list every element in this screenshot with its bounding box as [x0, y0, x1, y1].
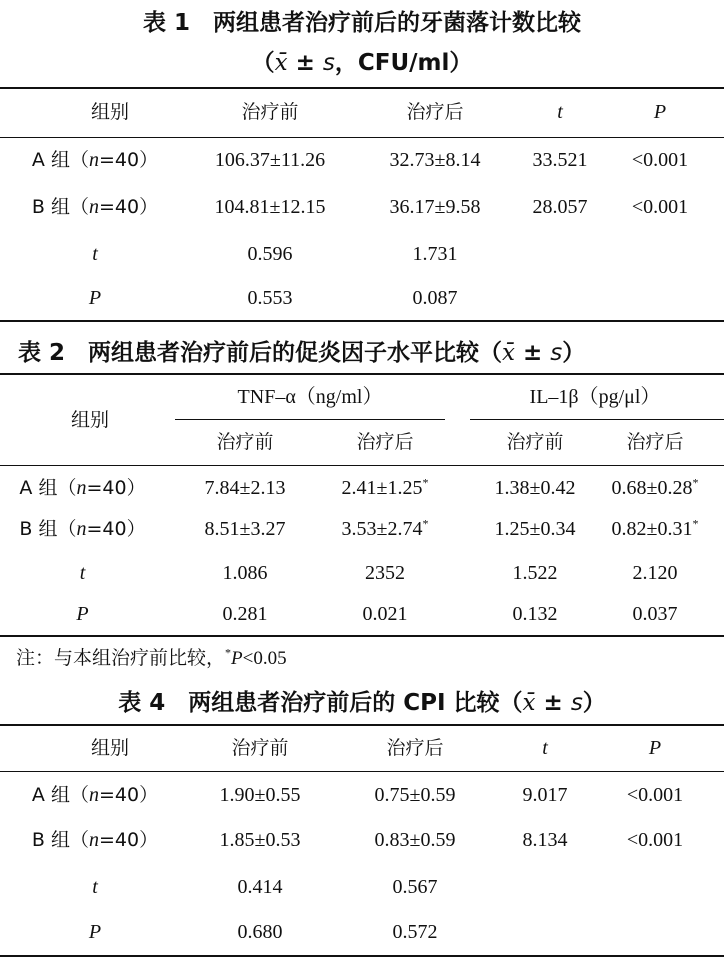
table2-row-p-label: P	[76, 603, 89, 625]
table1-row-p-after: 0.087	[412, 287, 458, 309]
table1-row-a-before: 106.37±11.26	[214, 149, 326, 171]
table1-row-b-group: B 组（n=40）	[31, 196, 159, 218]
table1-row-a-group: A 组（n=40）	[31, 149, 159, 171]
table2-row-p-il-after: 0.037	[632, 603, 678, 625]
table4-row-t-label: t	[92, 876, 98, 898]
table2-row-a-tnf-after: 2.41±1.25*	[341, 475, 429, 499]
table2-subheader-il-after: 治疗后	[626, 431, 684, 453]
table2-row-a-group: A 组（n=40）	[19, 477, 146, 499]
table4-row-b-after: 0.83±0.59	[374, 829, 456, 851]
table1-row-p-label: P	[88, 287, 102, 309]
table1-row-t-before: 0.596	[247, 243, 293, 265]
table2-top-rule	[0, 373, 724, 375]
table4-row-a-before: 1.90±0.55	[219, 784, 301, 806]
table2-row-p-tnf-after: 0.021	[362, 603, 408, 625]
table1-header-after: 治疗后	[406, 101, 464, 123]
table1-row-p-before: 0.553	[247, 287, 293, 309]
table4-header-p: P	[648, 737, 662, 759]
table1-header-before: 治疗前	[241, 101, 299, 123]
table2-header-il: IL–1β（pg/μl）	[529, 386, 661, 408]
table2-row-a-tnf-before: 7.84±2.13	[204, 477, 286, 499]
table2-bottom-rule	[0, 635, 724, 637]
table1-header-rule	[0, 137, 724, 138]
table2-row-b-il-before: 1.25±0.34	[494, 518, 576, 540]
table4-row-p-after: 0.572	[392, 921, 438, 943]
table4-row-b-p: <0.001	[626, 829, 684, 851]
table4-header-group: 组别	[90, 737, 129, 759]
table1-row-b-before: 104.81±12.15	[214, 196, 326, 218]
table1-subtitle: （x̄ ± s，CFU/ml）	[251, 50, 473, 76]
table4-row-a-group: A 组（n=40）	[31, 784, 159, 806]
table2-row-t-il-after: 2.120	[632, 562, 678, 584]
table1-row-b-after: 36.17±9.58	[389, 196, 481, 218]
table2-row-b-tnf-before: 8.51±3.27	[204, 518, 286, 540]
table1-row-a-p: <0.001	[631, 149, 689, 171]
table1-title: 表 1 两组患者治疗前后的牙菌落计数比较	[142, 10, 581, 36]
table2-row-b-group: B 组（n=40）	[19, 518, 146, 540]
table4-row-a-t: 9.017	[522, 784, 568, 806]
table2-title: 表 2 两组患者治疗前后的促炎因子水平比较（x̄ ± s）	[18, 340, 586, 366]
table1-row-t-after: 1.731	[412, 243, 458, 265]
table4-row-t-before: 0.414	[237, 876, 283, 898]
table2-header-tnf: TNF–α（ng/ml）	[237, 386, 383, 408]
table4-header-after: 治疗后	[386, 737, 444, 759]
table2-row-t-label: t	[79, 562, 86, 584]
table2-header-group: 组别	[70, 409, 109, 431]
table4-row-p-before: 0.680	[237, 921, 283, 943]
table1-row-b-t: 28.057	[532, 196, 588, 218]
table1-bottom-rule	[0, 320, 724, 322]
table2-row-t-il-before: 1.522	[512, 562, 558, 584]
table2-subheader-tnf-before: 治疗前	[216, 431, 274, 453]
table1-header-p: P	[653, 101, 667, 123]
table2-row-t-tnf-before: 1.086	[222, 562, 268, 584]
table1-row-a-after: 32.73±8.14	[389, 149, 481, 171]
table1-row-t-label: t	[92, 243, 98, 265]
table4-row-b-before: 1.85±0.53	[219, 829, 301, 851]
table4-row-a-p: <0.001	[626, 784, 684, 806]
table4-row-t-after: 0.567	[392, 876, 438, 898]
table4-row-b-group: B 组（n=40）	[31, 829, 159, 851]
table4-header-before: 治疗前	[231, 737, 289, 759]
table4-bottom-rule	[0, 955, 724, 957]
table4-title: 表 4 两组患者治疗前后的 CPI 比较（x̄ ± s）	[118, 690, 606, 716]
table4-top-rule	[0, 724, 724, 726]
table2-header-rule	[0, 465, 724, 466]
table1-row-b-p: <0.001	[631, 196, 689, 218]
table2-subheader-tnf-after: 治疗后	[356, 431, 414, 453]
table4-row-a-after: 0.75±0.59	[374, 784, 456, 806]
table2-row-b-il-after: 0.82±0.31*	[611, 516, 699, 540]
table1-top-rule	[0, 87, 724, 89]
table2-row-a-il-after: 0.68±0.28*	[611, 475, 699, 499]
table2-row-p-il-before: 0.132	[512, 603, 558, 625]
table2-il-underline	[470, 419, 724, 420]
table1-header-t: t	[557, 101, 563, 123]
table2-row-p-tnf-before: 0.281	[222, 603, 268, 625]
table2-row-t-tnf-after: 2352	[365, 562, 405, 584]
table4-row-b-t: 8.134	[522, 829, 568, 851]
table1-row-a-t: 33.521	[532, 149, 588, 171]
table2-tnf-underline	[175, 419, 445, 420]
table4-header-rule	[0, 771, 724, 772]
table4-row-p-label: P	[88, 921, 102, 943]
table4-header-t: t	[542, 737, 548, 759]
table1-header-group: 组别	[90, 101, 129, 123]
table2-row-a-il-before: 1.38±0.42	[494, 477, 576, 499]
table2-subheader-il-before: 治疗前	[506, 431, 564, 453]
table2-row-b-tnf-after: 3.53±2.74*	[341, 516, 429, 540]
table2-footnote: 注：与本组治疗前比较，*P<0.05	[16, 645, 287, 669]
